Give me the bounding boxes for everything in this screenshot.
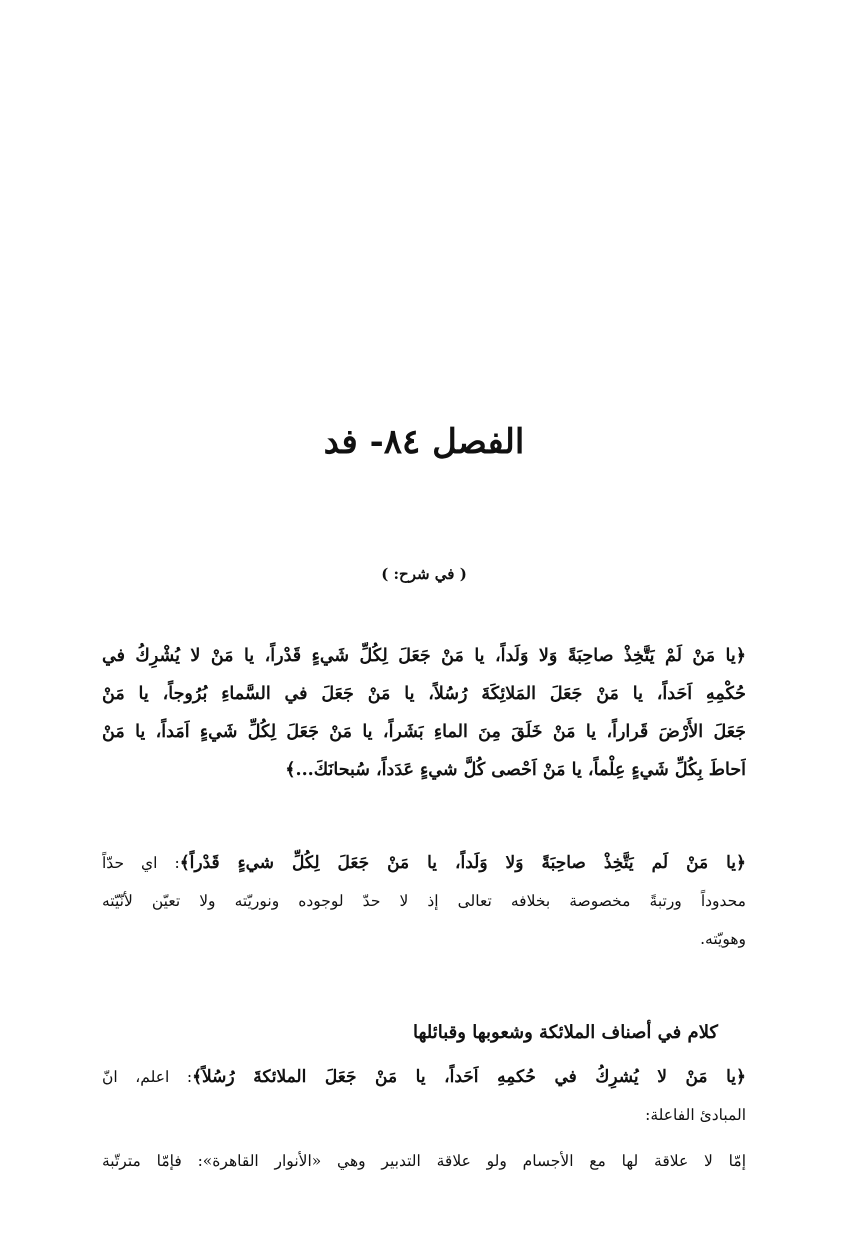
prayer-line: ﴿يا مَنْ لَمْ يَتَّخِذْ صاحِبَةً وَلا وَلَداً، يا مَنْ جَعَلَ لِكُلِّ شَيءٍ قَدْراً، يا مَنْ لا يُشْرِكُ في [102,646,746,666]
prayer-line: حُكْمِهِ اَحَداً، يا مَنْ جَعَلَ المَلائِكَةَ رُسُلاً، يا مَنْ جَعَلَ في السَّماءِ بُرُوجاً، يا مَنْ [102,684,746,704]
quoted-verse: ﴿يا مَنْ لا يُشرِكُ في حُكمِهِ اَحَداً، يا مَنْ جَعَلَ الملائكةَ رُسُلاً﴾ [192,1067,746,1087]
chapter-title: الفصل ٨٤- فد [323,422,525,462]
prayer-text-block [102,637,746,789]
commentary-paragraph-2 [102,1058,746,1134]
commentary-text: : اي حدّاً [102,854,180,872]
prayer-line: جَعَلَ الأَرْضَ قَراراً، يا مَنْ خَلَقَ مِنَ الماءِ بَشَراً، يا مَنْ جَعَلَ لِكُلِّ شَيءٍ اَمَداً، يا مَنْ [102,722,746,742]
prayer-line: اَحاطَ بِكُلِّ شَيءٍ عِلْماً، يا مَنْ اَحْصى كُلَّ شيءٍ عَدَداً، سُبحانَكَ...﴾ [285,760,746,780]
commentary-paragraph-1 [102,844,746,958]
paragraph-line [102,1058,746,1096]
commentary-paragraph-3 [102,1142,746,1180]
paragraph-line: محدوداً ورتبةً مخصوصة بخلافه تعالى إذ لا حدّ لوجوده ونوريّته ولا تعيّن لأنّيّته [102,892,746,910]
paragraph-line: وهويّته. [700,930,746,948]
paragraph-line: المبادئ الفاعلة: [645,1106,746,1124]
paragraph-line: إمّا لا علاقة لها مع الأجسام ولو علاقة التدبير وهي «الأنوار القاهرة»: فإمّا مترتّبة [102,1152,746,1170]
commentary-text: : اعلم، انّ [102,1068,193,1086]
quoted-verse: ﴿يا مَنْ لَم يَتَّخِذْ صاحِبَةً وَلا وَلَداً، يا مَنْ جَعَلَ لِكُلِّ شيءٍ قَدْراً﴾ [179,853,746,873]
section-heading: كلام في أصناف الملائكة وشعوبها وقبائلها [413,1022,718,1043]
chapter-subtitle: ( في شرح: ) [381,565,467,583]
paragraph-line [102,844,746,882]
